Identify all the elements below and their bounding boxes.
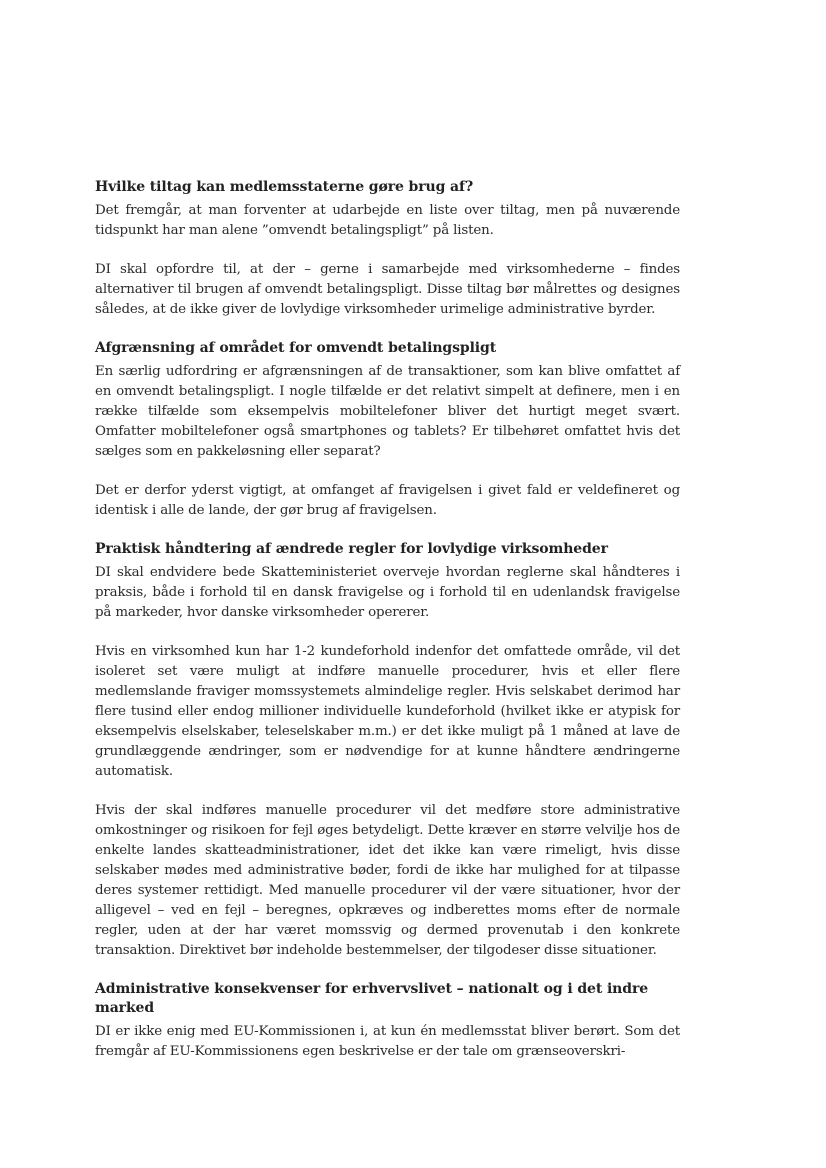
- section-administrative-konsekvenser: [95, 980, 680, 1062]
- paragraph: En særlig udfordring er afgrænsningen af de transaktioner, som kan blive omfattet af en omvendt betalingspligt. I nogle tilfælde er det relativt simpelt at definere, men i en række tilfælde som eksempelvis mobiltelefoner bliver det hurtigt meget svært. Omfatter mobiltelefoner også smartphones og tablets? Er tilbehøret omfattet hvis det sælges som en pakkeløsning eller separat?: [95, 364, 680, 459]
- paragraph: DI er ikke enig med EU-Kommissionen i, at kun én medlemsstat bliver berørt. Som det fremgår af EU-Kommissionens egen beskrivelse er der tale om grænseoverskri-: [95, 1024, 680, 1059]
- document-body: [95, 176, 680, 1081]
- section-tiltag: [95, 178, 680, 320]
- paragraph: Hvis en virksomhed kun har 1-2 kundeforhold indenfor det omfattede område, vil det isoleret set være muligt at indføre manuelle procedurer, hvis et eller flere medlemslande fraviger momssystemets almindelige regler. Hvis selskabet derimod har flere tusind eller endog millioner individuelle kundeforhold (hvilket ikke er atypisk for eksempelvis elselskaber, teleselskaber m.m.) er det ikke muligt på 1 måned at lave de grundlæggende ændringer, som er nødvendige for at kunne håndtere ændringerne automatisk.: [95, 644, 680, 779]
- section-heading: Afgrænsning af området for omvendt betalingspligt: [95, 340, 497, 356]
- paragraph: Det fremgår, at man forventer at udarbejde en liste over tiltag, men på nuværende tidspunkt har man alene ”omvendt betalingspligt” på listen.: [95, 203, 680, 238]
- paragraph: DI skal opfordre til, at der – gerne i samarbejde med virksomhederne – findes alternativer til brugen af omvendt betalingspligt. Disse tiltag bør målrettes og designes således, at de ikke giver de lovlydige virksomheder urimelige administrative byrder.: [95, 262, 680, 317]
- paragraph: Det er derfor yderst vigtigt, at omfanget af fravigelsen i givet fald er veldefineret og identisk i alle de lande, der gør brug af fravigelsen.: [95, 483, 680, 518]
- paragraph: Hvis der skal indføres manuelle procedurer vil det medføre store administrative omkostninger og risikoen for fejl øges betydeligt. Dette kræver en større velvilje hos de enkelte landes skatteadministrationer, idet det ikke kan være rimeligt, hvis disse selskaber mødes med administrative bøder, fordi de ikke har mulighed for at tilpasse deres systemer rettidigt. Med manuelle procedurer vil der være situationer, hvor der alligevel – ved en fejl – beregnes, opkræves og indberettes moms efter de normale regler, uden at der har været momssvig og dermed provenutab i den konkrete transaktion. Direktivet bør indeholde bestemmelser, der tilgodeser disse situationer.: [95, 803, 680, 958]
- paragraph: DI skal endvidere bede Skatteministeriet overveje hvordan reglerne skal håndteres i praksis, både i forhold til en dansk fravigelse og i forhold til en udenlandsk fravigelse på markeder, hvor danske virksomheder opererer.: [95, 565, 680, 620]
- section-heading: Praktisk håndtering af ændrede regler for lovlydige virksomheder: [95, 541, 608, 557]
- section-heading: Hvilke tiltag kan medlemsstaterne gøre brug af?: [95, 179, 474, 195]
- section-praktisk-haandtering: [95, 540, 680, 961]
- section-heading: Administrative konsekvenser for erhvervslivet – nationalt og i det indre marked: [95, 981, 649, 1016]
- section-afgraensning: [95, 339, 680, 521]
